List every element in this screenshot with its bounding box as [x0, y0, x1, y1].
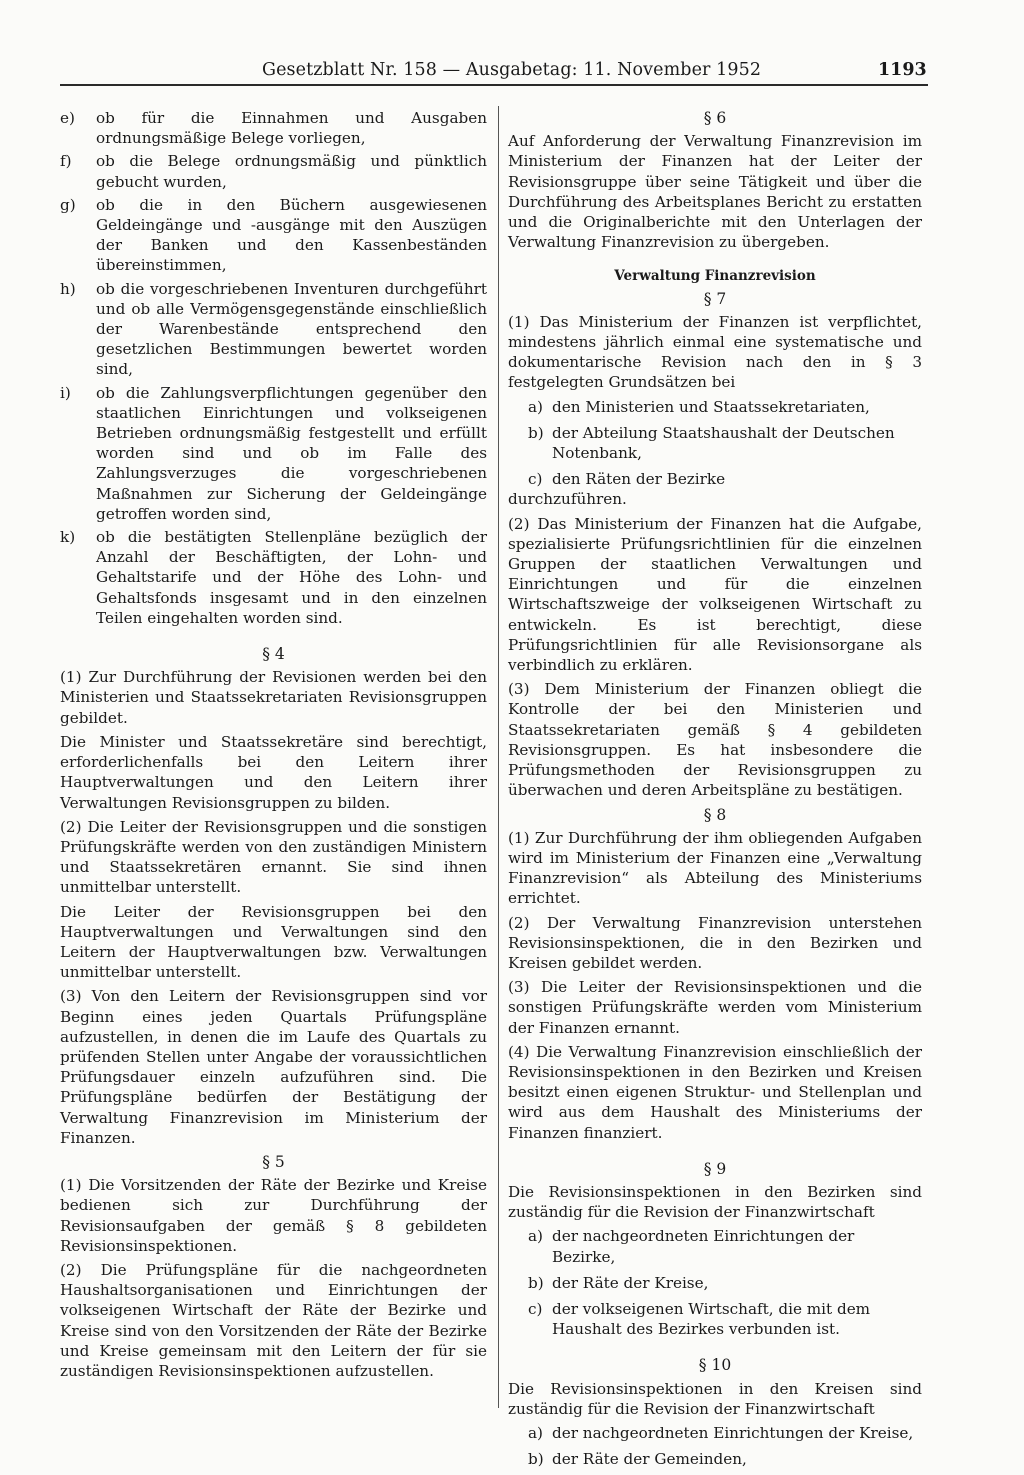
paragraph: (4) Die Verwaltung Finanzrevision einschließlich der Revisionsinspektionen in den Bezirken und Kreisen besitzt einen eigenen Struktur- und Stellenplan und wird aus dem Haushalt des Ministeriums der Finanzen finanziert.	[508, 1042, 922, 1142]
paragraph: Auf Anforderung der Verwaltung Finanzrevision im Ministerium der Finanzen hat der Leiter der Revisionsgruppe über seine Tätigkeit und über die Durchführung des Arbeitsplanes Bericht zu erstatten und die Originalberichte mit den Unterlagen der Verwaltung Finanzrevision zu übergeben.	[508, 132, 922, 252]
list-item: g) ob die in den Büchern ausgewiesenen Geldeingänge und -ausgänge mit den Auszügen der Banken und den Kassenbeständen übereinstimmen,	[60, 195, 487, 275]
list-item: h) ob die vorgeschriebenen Inventuren durchgeführt und ob alle Vermögensgegenstände einschließlich der Warenbestände entsprechend den gesetzlichen Bestimmungen bewertet worden sind,	[60, 279, 487, 379]
paragraph: durchzuführen.	[508, 490, 627, 509]
header-rule	[60, 84, 928, 86]
section-7-heading: § 7	[703, 289, 727, 308]
list-item: i) ob die Zahlungsverpflichtungen gegenüber den staatlichen Einrichtungen und volkseigenen Betrieben ordnungsmäßig festgestellt und erfüllt worden sind und ob im Falle des Zahlungsverzuges die vorgeschriebenen Maßnahmen zur Sicherung der Geldeingänge getroffen worden sind,	[60, 383, 487, 523]
paragraph: (2) Die Prüfungspläne für die nachgeordneten Haushaltsorganisationen und Einrichtungen der volkseigenen Wirtschaft der Räte der Bezirke und Kreise sind von den Vorsitzenden der Räte der Bezirke und Kreise gemeinsam mit den Leitern der für sie zuständigen Revisionsinspektionen aufzustellen.	[60, 1260, 487, 1380]
paragraph: (2) Der Verwaltung Finanzrevision unterstehen Revisionsinspektionen, die in den Bezirken und Kreisen gebildet werden.	[508, 913, 922, 972]
paragraph: (2) Die Leiter der Revisionsgruppen und die sonstigen Prüfungskräfte werden von den zuständigen Ministern und Staatssekretären ernannt. Sie sind ihnen unmittelbar unterstellt.	[60, 817, 487, 897]
paragraph: Die Leiter der Revisionsgruppen bei den Hauptverwaltungen und Verwaltungen sind den Leitern der Hauptverwaltungen bzw. Verwaltungen unmittelbar unterstellt.	[60, 902, 487, 982]
paragraph: (1) Das Ministerium der Finanzen ist verpflichtet, mindestens jährlich einmal eine systematische und dokumentarische Revision nach den in § 3 festgelegten Grundsätzen bei	[508, 312, 922, 392]
section-10-heading: § 10	[698, 1356, 732, 1375]
column-divider	[498, 106, 499, 1408]
list-item: c) der volkseigenen Wirtschaft, die mit dem Haushalt des Bezirkes verbunden ist.	[528, 1299, 871, 1339]
paragraph: (3) Von den Leitern der Revisionsgruppen sind vor Beginn eines jeden Quartals Prüfungspläne aufzustellen, in denen die im Laufe des Quartals zu prüfenden Stellen unter Angabe der voraussichtlichen Prüfungsdauer einzeln aufzuführen sind. Die Prüfungspläne bedürfen der Bestätigung der Verwaltung Finanzrevision im Ministerium der Finanzen.	[60, 987, 487, 1147]
paragraph: (1) Zur Durchführung der ihm obliegenden Aufgaben wird im Ministerium der Finanzen eine „Verwaltung Finanzrevision“ als Abteilung des Ministeriums errichtet.	[508, 828, 922, 908]
paragraph: (2) Das Ministerium der Finanzen hat die Aufgabe, spezialisierte Prüfungsrichtlinien für die einzelnen Gruppen der staatlichen Verwaltungen und Einrichtungen und für die einzelnen Wirtschaftszweige der volkseigenen Wirtschaft zu entwickeln. Es ist berechtigt, diese Prüfungsrichtlinien für alle Revisionsorgane als verbindlich zu erklären.	[508, 514, 922, 675]
left-column	[60, 108, 487, 1385]
part-heading: Verwaltung Finanzrevision	[614, 268, 816, 285]
section-8-heading: § 8	[703, 805, 727, 824]
paragraph: Die Minister und Staatssekretäre sind berechtigt, erforderlichenfalls bei den Leitern ihrer Hauptverwaltungen und den Leitern ihrer Verwaltungen Revisionsgruppen zu bilden.	[60, 732, 487, 812]
section-4-heading: § 4	[262, 645, 285, 664]
section-5-heading: § 5	[262, 1152, 285, 1171]
gazette-title: Gesetzblatt Nr. 158 — Ausgabetag: 11. November 1952	[262, 60, 762, 80]
paragraph: (3) Die Leiter der Revisionsinspektionen und die sonstigen Prüfungskräfte werden vom Ministerium der Finanzen ernannt.	[508, 978, 922, 1037]
section-9-heading: § 9	[703, 1159, 727, 1178]
paragraph: (3) Dem Ministerium der Finanzen obliegt die Kontrolle der bei den Ministerien und Staatssekretariaten gemäß § 4 gebildeten Revisionsgruppen. Es hat insbesondere die Prüfungsmethoden der Revisionsgruppen zu überwachen und deren Arbeitspläne zu bestätigen.	[508, 680, 922, 800]
list-item: b) der Räte der Kreise,	[528, 1273, 709, 1292]
section-6-heading: § 6	[703, 109, 727, 127]
list-item: a) den Ministerien und Staatssekretariaten,	[528, 397, 870, 416]
list-item: b) der Räte der Gemeinden,	[528, 1450, 747, 1469]
paragraph: Die Revisionsinspektionen in den Bezirken sind zuständig für die Revision der Finanzwirtschaft	[508, 1182, 922, 1222]
list-item: a) der nachgeordneten Einrichtungen der Kreise,	[528, 1423, 914, 1442]
paragraph: (1) Die Vorsitzenden der Räte der Bezirke und Kreise bedienen sich zur Durchführung der Revisionsaufgaben der gemäß § 8 gebildeten Revisionsinspektionen.	[60, 1176, 487, 1255]
list-item: b) der Abteilung Staatshaushalt der Deutschen Notenbank,	[528, 423, 895, 463]
list-item: f) ob die Belege ordnungsmäßig und pünktlich gebucht wurden,	[60, 152, 487, 191]
list-item: c) den Räten der Bezirke	[528, 470, 726, 489]
paragraph: Die Revisionsinspektionen in den Kreisen sind zuständig für die Revision der Finanzwirtschaft	[508, 1379, 922, 1418]
paragraph: (1) Zur Durchführung der Revisionen werden bei den Ministerien und Staatssekretariaten Revisionsgruppen gebildet.	[60, 668, 487, 727]
page-number: 1193	[878, 60, 927, 80]
right-column	[508, 108, 922, 1475]
list-item: e) ob für die Einnahmen und Ausgaben ordnungsmäßige Belege vorliegen,	[60, 109, 487, 148]
list-item: k) ob die bestätigten Stellenpläne bezüglich der Anzahl der Beschäftigten, der Lohn- und Gehaltstarife und der Höhe des Lohn- und Gehaltsfonds insgesamt und in den einzelnen Teilen eingehalten worden sind.	[60, 528, 487, 627]
list-item: a) der nachgeordneten Einrichtungen der Bezirke,	[528, 1227, 855, 1266]
